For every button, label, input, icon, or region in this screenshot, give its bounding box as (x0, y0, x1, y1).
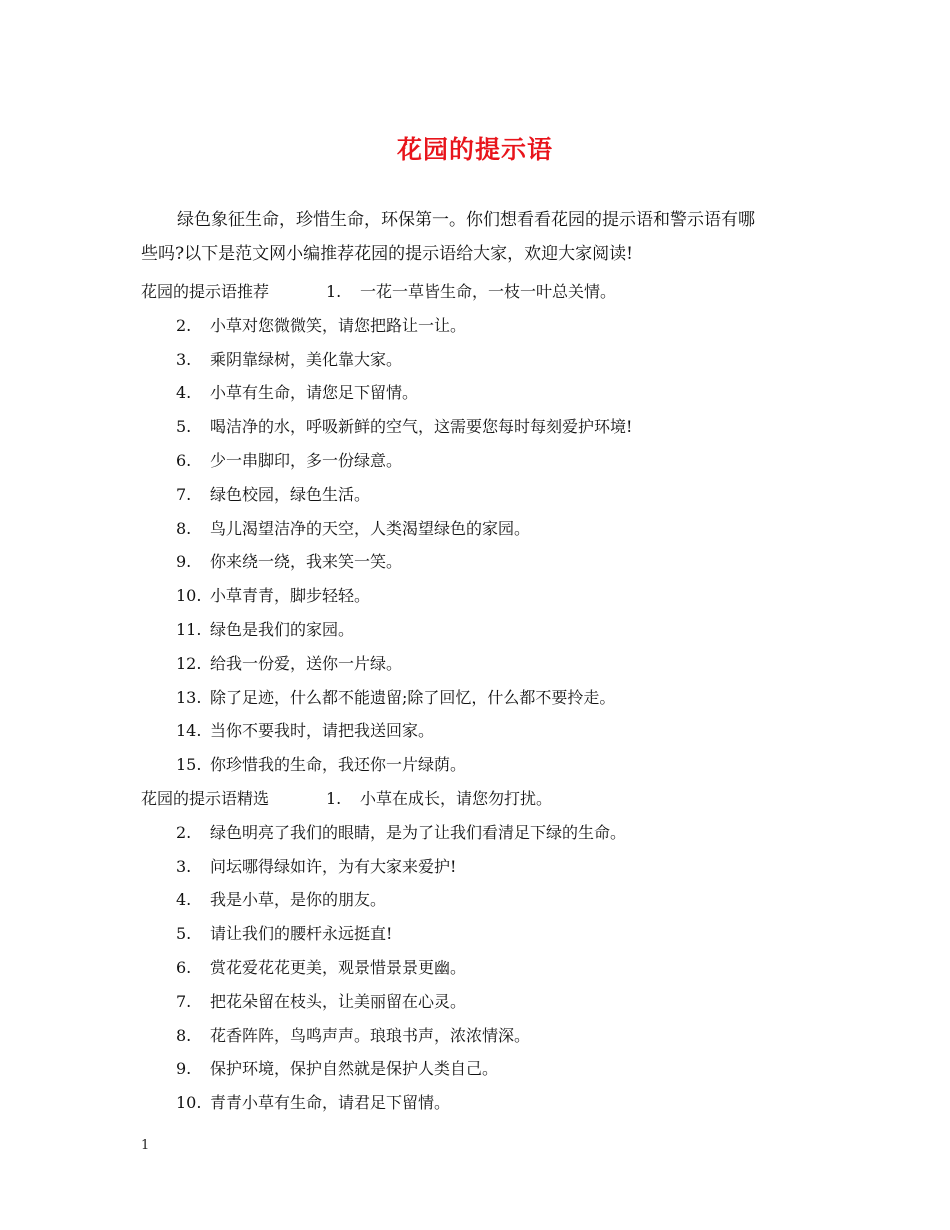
section-heading: 花园的提示语精选 (141, 789, 270, 808)
list-item (141, 485, 821, 505)
section-heading: 花园的提示语推荐 (141, 282, 270, 301)
list-item (141, 282, 821, 302)
list-item-text: 赏花爱花花更美，观景惜景景更幽。 (210, 958, 467, 977)
list-item-text: 当你不要我时，请把我送回家。 (210, 721, 435, 741)
intro-paragraph-line-2: 些吗?以下是范文网小编推荐花园的提示语给大家，欢迎大家阅读! (141, 244, 633, 264)
list-item (141, 654, 821, 674)
list-item-number: 14. (176, 721, 202, 741)
list-item (141, 688, 821, 708)
list-item (141, 586, 821, 606)
document-title: 花园的提示语 (396, 135, 553, 164)
list-item-text: 喝洁净的水，呼吸新鲜的空气，这需要您每时每刻爱护环境! (210, 417, 633, 437)
list-item-number: 7. (176, 484, 192, 504)
list-item-number: 13. (176, 687, 202, 707)
list-item-number: 11. (176, 620, 202, 639)
list-item (141, 755, 821, 775)
list-item (141, 383, 821, 403)
list-item-number: 9. (176, 552, 192, 572)
list-item (141, 992, 821, 1012)
list-item-number: 3. (176, 349, 192, 369)
list-item-number: 15. (176, 755, 202, 775)
list-item-number: 4. (176, 383, 192, 403)
list-item-text: 花香阵阵，鸟鸣声声。琅琅书声，浓浓情深。 (210, 1025, 531, 1045)
list-item-number: 9. (176, 1059, 192, 1079)
list-item (141, 417, 821, 437)
list-item-text: 请让我们的腰杆永远挺直! (210, 924, 393, 944)
list-item-number: 8. (176, 1025, 192, 1045)
page-number: 1 (141, 1138, 150, 1153)
list-item-text: 除了足迹，什么都不能遗留;除了回忆，什么都不要拎走。 (210, 687, 616, 707)
list-item (141, 519, 821, 539)
list-item-text: 你珍惜我的生命，我还你一片绿荫。 (210, 755, 467, 775)
list-item (141, 552, 821, 572)
list-item-number: 2. (176, 822, 192, 842)
list-item-number: 3. (176, 856, 192, 876)
list-item-number: 5. (176, 924, 192, 944)
list-item-number: 2. (176, 315, 192, 335)
list-item-text: 绿色校园，绿色生活。 (210, 484, 371, 504)
list-item-number: 7. (176, 991, 192, 1011)
list-item (141, 620, 821, 640)
list-item-number: 6. (176, 958, 192, 977)
list-item-text: 你来绕一绕，我来笑一笑。 (210, 552, 403, 572)
list-item (141, 823, 821, 843)
list-item (141, 350, 821, 370)
list-item (141, 451, 821, 471)
list-item-text: 保护环境，保护自然就是保护人类自己。 (210, 1059, 499, 1079)
list-item-number: 12. (176, 653, 202, 673)
intro-paragraph-line-1: 绿色象征生命，珍惜生命，环保第一。你们想看看花园的提示语和警示语有哪 (177, 210, 755, 230)
list-item (141, 1059, 821, 1079)
list-item-text: 小草有生命，请您足下留情。 (210, 383, 419, 403)
list-item-text: 问坛哪得绿如许，为有大家来爱护! (210, 856, 457, 876)
list-item-text: 小草在成长，请您勿打扰。 (360, 789, 553, 808)
list-item (141, 1026, 821, 1046)
list-item-number: 8. (176, 518, 192, 538)
list-item-text: 绿色是我们的家园。 (210, 620, 355, 639)
list-item-text: 我是小草，是你的朋友。 (210, 890, 387, 910)
list-item (141, 857, 821, 877)
list-item-text: 给我一份爱，送你一片绿。 (210, 653, 403, 673)
list-item-text: 绿色明亮了我们的眼睛，是为了让我们看清足下绿的生命。 (210, 822, 627, 842)
list-item-text: 少一串脚印，多一份绿意。 (210, 451, 403, 470)
list-item-number: 6. (176, 451, 192, 470)
list-item-number: 10. (176, 586, 202, 606)
list-item (141, 958, 821, 978)
list-item-number: 1. (326, 282, 342, 301)
list-item-number: 5. (176, 417, 192, 437)
list-item-text: 把花朵留在枝头，让美丽留在心灵。 (210, 991, 467, 1011)
list-item (141, 789, 821, 809)
list-item (141, 316, 821, 336)
list-item-text: 鸟儿渴望洁净的天空，人类渴望绿色的家园。 (210, 518, 531, 538)
list-item-text: 青青小草有生命，请君足下留情。 (210, 1093, 451, 1113)
list-item-text: 乘阴靠绿树，美化靠大家。 (210, 349, 403, 369)
list-item-number: 10. (176, 1093, 202, 1113)
list-item (141, 721, 821, 741)
list-item (141, 924, 821, 944)
list-item (141, 1093, 821, 1113)
list-item (141, 890, 821, 910)
list-item-text: 小草青青，脚步轻轻。 (210, 586, 371, 606)
list-item-text: 小草对您微微笑，请您把路让一让。 (210, 315, 467, 335)
list-item-text: 一花一草皆生命，一枝一叶总关情。 (360, 282, 617, 301)
list-item-number: 4. (176, 890, 192, 910)
list-item-number: 1. (326, 789, 342, 808)
